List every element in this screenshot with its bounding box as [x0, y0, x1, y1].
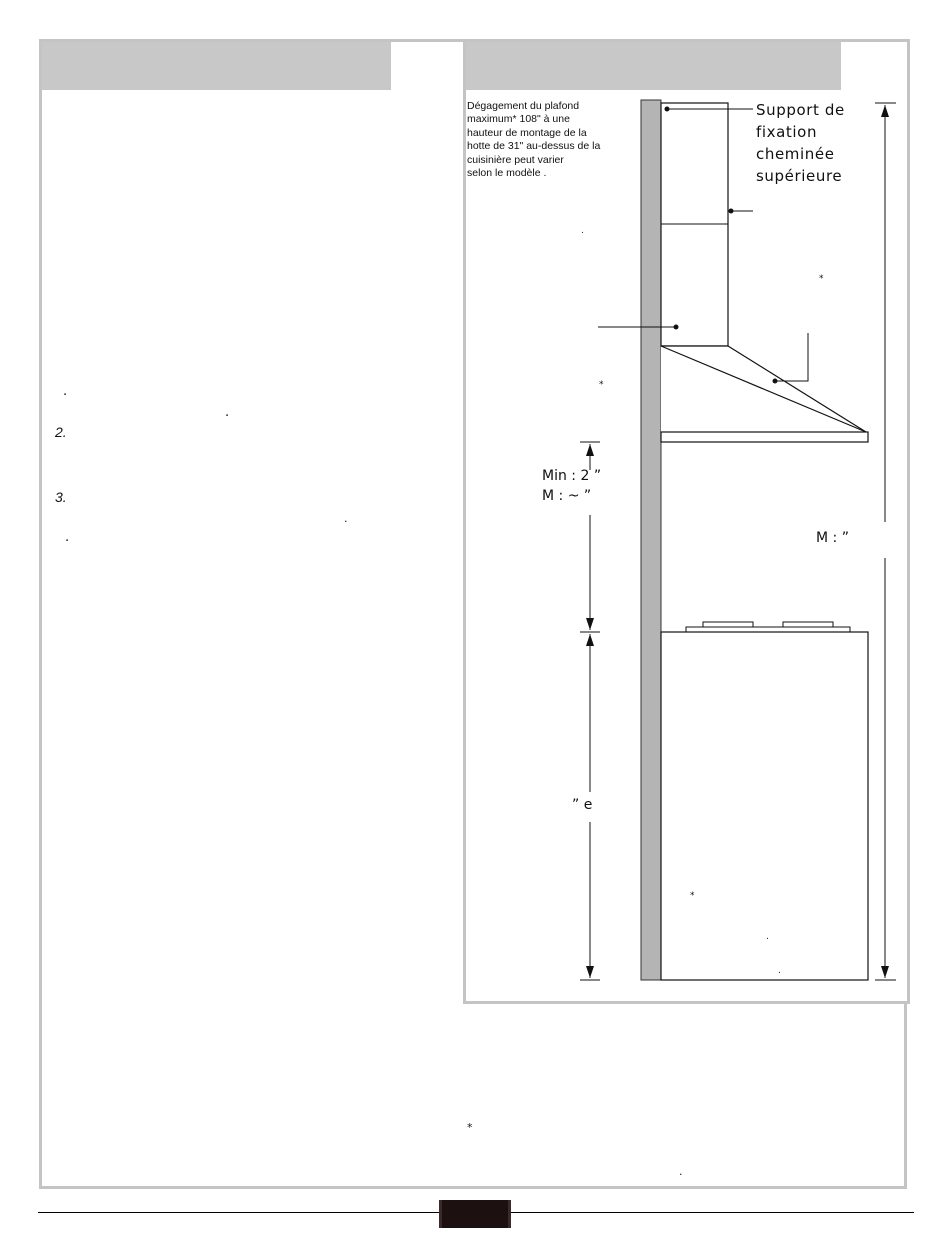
list-marker: .: [63, 384, 68, 399]
step-number-3: 3.: [55, 489, 67, 505]
page-number-block: [439, 1200, 511, 1228]
list-marker: .: [344, 512, 348, 525]
leader-canopy: [775, 333, 808, 381]
list-marker: .: [225, 405, 230, 420]
counter-height-label: ” e: [572, 797, 593, 813]
diagram-mark: *: [599, 380, 604, 390]
diagram-mark: *: [690, 891, 695, 901]
burner: [783, 622, 833, 627]
upper-chimney-bracket-label: Support de fixation cheminée supérieure: [756, 101, 845, 185]
diagram-mark: .: [778, 966, 781, 976]
step-number-2: 2.: [55, 424, 67, 440]
diagram-mark: .: [581, 226, 584, 236]
max-clearance-label: M : ~ ”: [542, 488, 592, 504]
cooktop: [686, 627, 850, 632]
diagram-mark: *: [819, 274, 824, 284]
diagram-mark: .: [766, 932, 769, 942]
hood-bottom-plate: [661, 432, 868, 442]
footnote-mark: *: [467, 1121, 473, 1134]
min-clearance-label: Min : 2 ”: [542, 468, 602, 484]
total-height-label: M : ”: [816, 530, 849, 546]
range-body: [661, 632, 868, 980]
burner: [703, 622, 753, 627]
wall: [641, 100, 661, 980]
ceiling-clearance-note: Dégagement du plafond maximum* 108" à une hauteur de montage de la hotte de 31" au-dessus de la cuisinière peut varier selon le modèle .: [467, 100, 601, 180]
footnote-mark: .: [679, 1165, 683, 1178]
list-marker: .: [65, 530, 70, 545]
